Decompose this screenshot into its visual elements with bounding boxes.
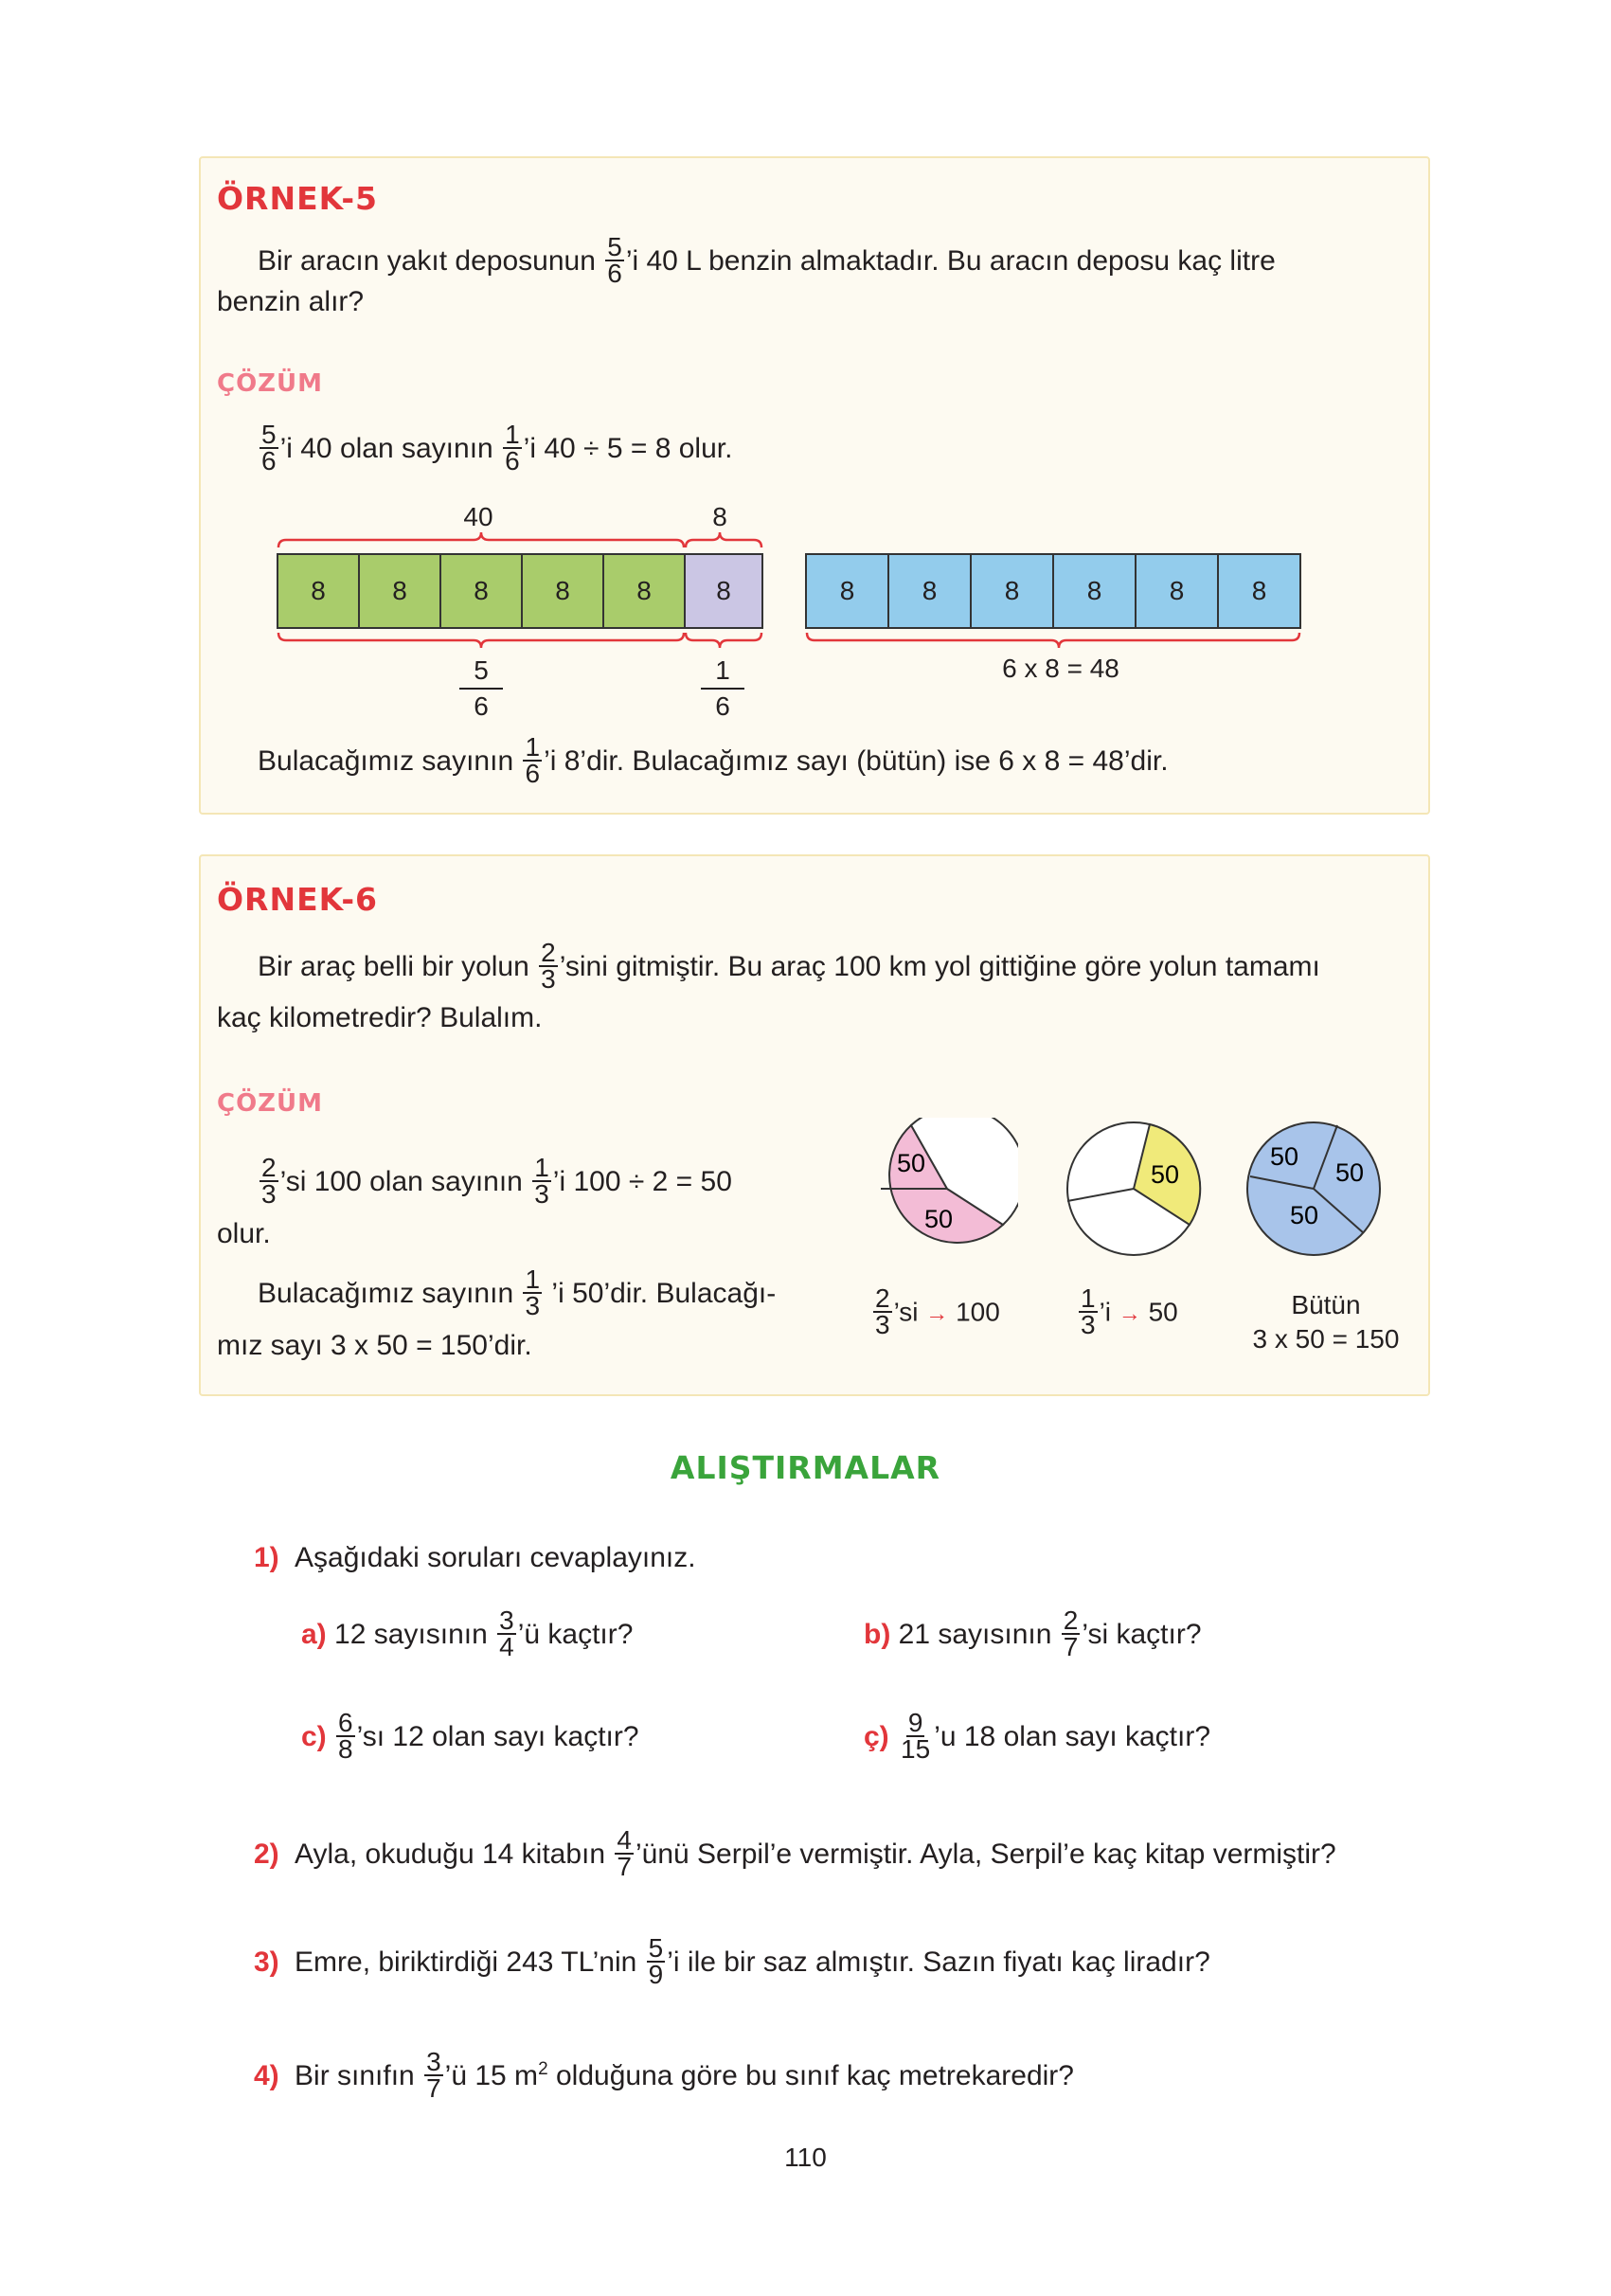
fraction: $\frac{5}{6}$	[607, 232, 622, 288]
example-5-solution-label: ÇÖZÜM	[217, 369, 324, 398]
bar-cell-blue: 8	[807, 555, 889, 627]
pie-label: 50	[1269, 1142, 1299, 1171]
exercise-4: 4) Bir sınıfın $\frac{3}{7}$ ’ü 15 $m^2$ olduğuna göre bu sınıf kaç metrekaredir?	[254, 2047, 1074, 2104]
fraction: $\frac{6}{8}$	[338, 1708, 353, 1764]
fraction: $\frac{5}{6}$	[261, 420, 277, 475]
exercise-1: 1) Aşağıdaki soruları cevaplayınız.	[254, 1542, 696, 1573]
bar-cell-green: 8	[523, 555, 604, 627]
bar-cell-blue: 8	[1137, 555, 1219, 627]
bar-cell-blue: 8	[889, 555, 972, 627]
pie-label: 50	[896, 1149, 926, 1177]
bottom-brace-left	[278, 633, 684, 648]
pie-caption-1: $\frac{2}{3}$ ’si → 100	[875, 1283, 1000, 1339]
example-6-conclusion-line1: Bulacağımız sayının $\frac{1}{3}$ ’i 50’dir. Bulacağı-	[258, 1265, 777, 1320]
exercise-1c-cedilla: ç) $\frac{9}{15}$ ’u 18 olan sayı kaçtır?	[864, 1708, 1211, 1764]
example-6-question-line1: Bir araç belli bir yolun $\frac{2}{3}$ ’sini gitmiştir. Bu araç 100 km yol gittiğine göre yolun tamamı	[258, 938, 1320, 994]
fraction: $\frac{2}{3}$	[875, 1283, 890, 1339]
top-label-40: 40	[463, 502, 493, 531]
example-6-solution-line2: olur.	[217, 1218, 271, 1249]
pie-whole	[1243, 1118, 1385, 1260]
pie-label: 50	[1289, 1201, 1319, 1229]
fraction: $\frac{4}{7}$	[617, 1825, 632, 1881]
page-number: 110	[784, 2143, 827, 2172]
exercise-1b: b) 21 sayısının $\frac{2}{7}$ ’si kaçtır?	[864, 1605, 1202, 1661]
exercise-2: 2) Ayla, okuduğu 14 kitabın $\frac{4}{7}$ ’ünü Serpil’e vermiştir. Ayla, Serpil’e kaç kitap vermiştir?	[254, 1825, 1336, 1881]
bar-cell-blue: 8	[1054, 555, 1137, 627]
bar-cell-green: 8	[278, 555, 360, 627]
fraction: $\frac{9}{15}$	[901, 1708, 931, 1764]
example-5-title: ÖRNEK-5	[217, 180, 378, 217]
bar-cell-green: 8	[604, 555, 686, 627]
right-bar	[805, 553, 1301, 629]
exercises-title: ALIŞTIRMALAR	[670, 1449, 941, 1486]
fraction: $\frac{2}{3}$	[261, 1153, 277, 1209]
fraction: $\frac{2}{3}$	[541, 938, 556, 994]
bar-cell-blue: 8	[1219, 555, 1299, 627]
example-5-conclusion: Bulacağımız sayının $\frac{1}{6}$ ’i 8’dir. Bulacağımız sayı (bütün) ise 6 x 8 = 48’dir.	[258, 732, 1169, 788]
exercise-3: 3) Emre, biriktirdiği 243 TL’nin $\frac{5}{9}$ ’i ile bir saz almıştır. Sazın fiyatı kaç liradır?	[254, 1933, 1210, 1989]
bar-cell-green: 8	[441, 555, 523, 627]
example-6-solution-label: ÇÖZÜM	[217, 1089, 324, 1118]
bottom-brace-middle	[686, 633, 761, 648]
exercise-1a: a) 12 sayısının $\frac{3}{4}$ ’ü kaçtır?	[301, 1605, 634, 1661]
fraction: $\frac{1}{3}$	[525, 1265, 541, 1320]
fraction: $\frac{1}{3}$	[534, 1153, 549, 1209]
fraction: $\frac{3}{4}$	[499, 1605, 514, 1661]
example-6-title: ÖRNEK-6	[217, 881, 378, 918]
fraction: $\frac{5}{9}$	[648, 1933, 664, 1989]
fraction: $\frac{1}{6}$	[525, 732, 541, 788]
arrow-icon: →	[925, 1300, 949, 1327]
top-brace-right	[686, 532, 761, 547]
fraction: $\frac{3}{7}$	[426, 2047, 441, 2104]
example-6-conclusion-line2: mız sayı 3 x 50 = 150’dir.	[217, 1330, 532, 1361]
bottom-fraction-1-6: 1 6	[701, 654, 744, 724]
top-label-8: 8	[712, 502, 727, 531]
fraction: $\frac{2}{7}$	[1063, 1605, 1079, 1661]
example-5-question-line1: Bir aracın yakıt deposunun $\frac{5}{6}$ ’i 40 L benzin almaktadır. Bu aracın deposu kaç litre	[258, 232, 1276, 288]
pie-caption-2: $\frac{1}{3}$ ’i → 50	[1081, 1283, 1178, 1339]
pie-caption-3: Bütün 3 x 50 = 150	[1252, 1290, 1400, 1354]
bottom-fraction-5-6: 5 6	[459, 654, 503, 724]
pie-two-thirds	[876, 1118, 1018, 1260]
bar-cell-blue: 8	[972, 555, 1054, 627]
right-bar-label: 6 x 8 = 48	[1002, 654, 1119, 683]
example-6-question-line2: kaç kilometredir? Bulalım.	[217, 1002, 543, 1033]
fraction: $\frac{1}{6}$	[505, 420, 520, 475]
pie-label: 50	[923, 1205, 954, 1233]
exercise-1c: c) $\frac{6}{8}$ ’sı 12 olan sayı kaçtır?	[301, 1708, 639, 1764]
example-5-solution-line: $\frac{5}{6}$ ’i 40 olan sayının $\frac{1}{6}$ ’i 40 ÷ 5 = 8 olur.	[261, 420, 733, 475]
pie-one-third	[1063, 1118, 1205, 1260]
bar-cell-lilac: 8	[686, 555, 761, 627]
arrow-icon: →	[1118, 1300, 1141, 1327]
pie-label: 50	[1334, 1158, 1365, 1187]
example-5-question-line2: benzin alır?	[217, 286, 365, 317]
fraction: $\frac{1}{3}$	[1081, 1283, 1096, 1339]
left-bar	[277, 553, 763, 629]
pie-label: 50	[1150, 1160, 1180, 1189]
example-6-solution-line1: $\frac{2}{3}$ ’si 100 olan sayının $\frac{1}{3}$ ’i 100 ÷ 2 = 50	[261, 1153, 732, 1209]
top-brace-left	[278, 532, 684, 547]
bottom-brace-right	[807, 633, 1299, 648]
bar-cell-green: 8	[360, 555, 441, 627]
